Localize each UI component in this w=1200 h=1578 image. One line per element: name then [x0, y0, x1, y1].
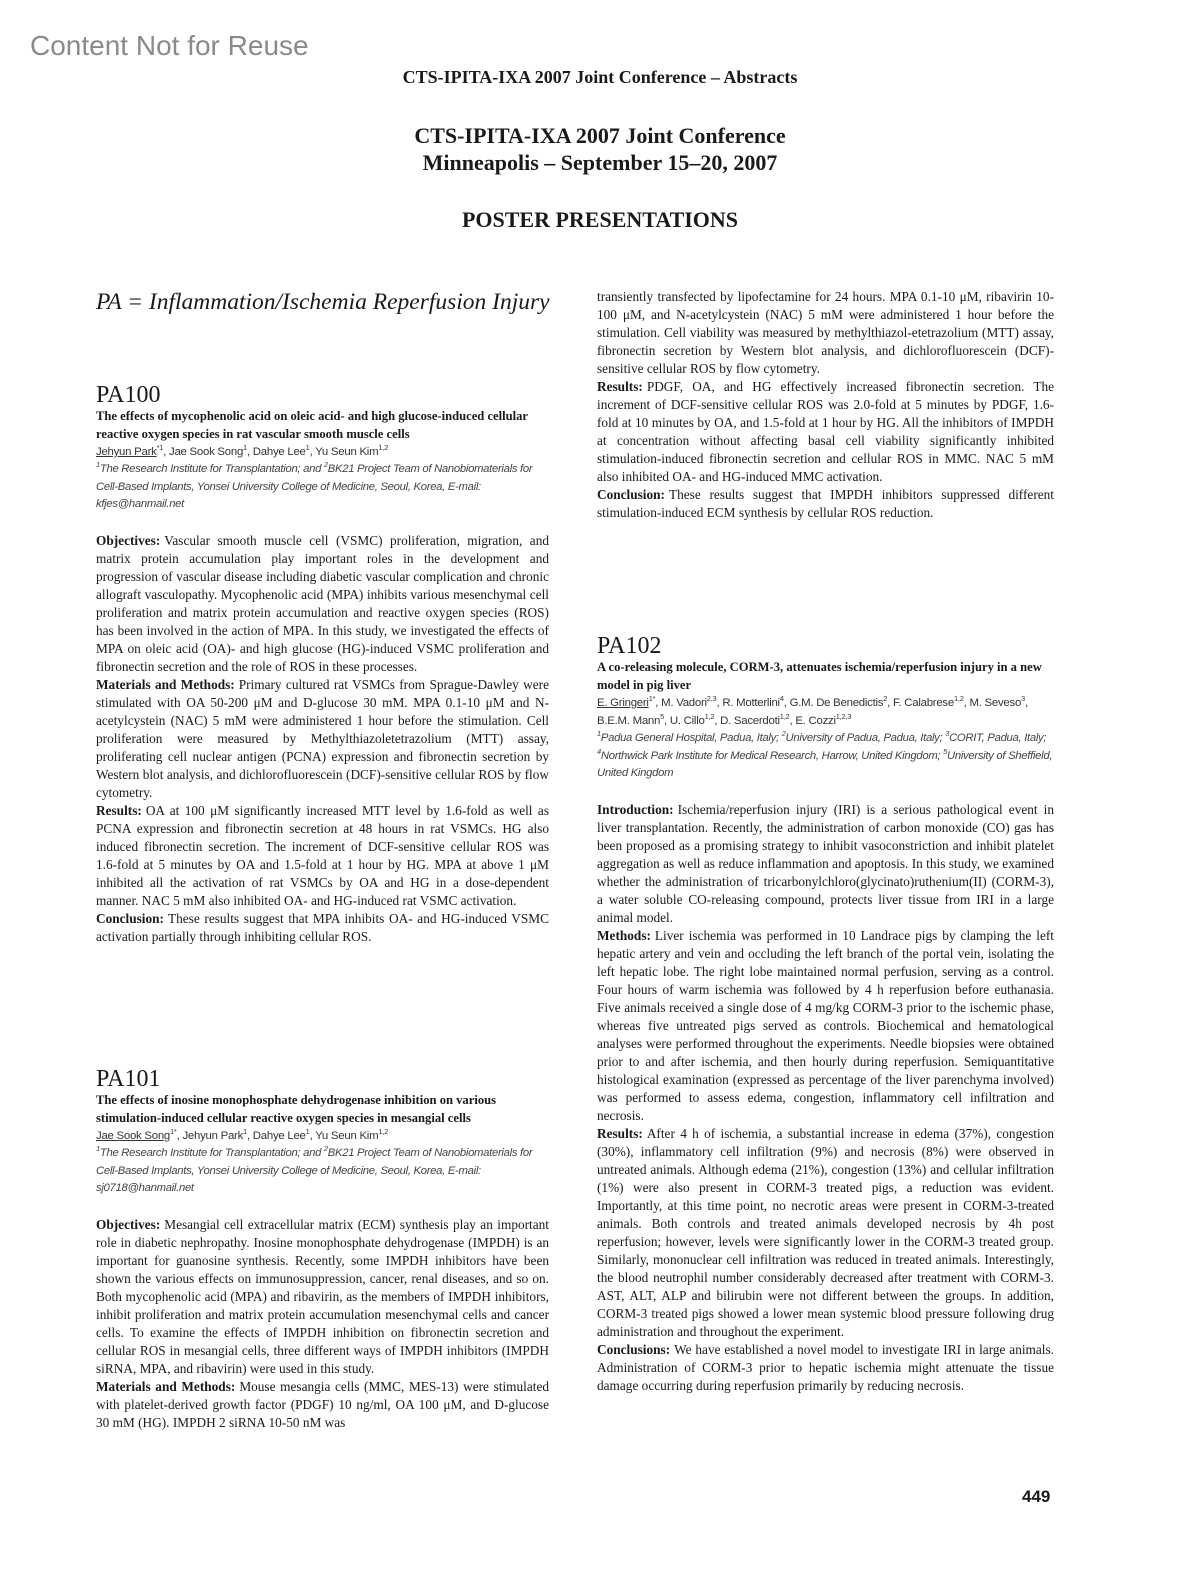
section-label: Methods: [597, 927, 651, 943]
abstract-paragraph [597, 801, 1054, 927]
author [252, 1127, 315, 1142]
author [252, 443, 315, 458]
author-affiliation-mark: 1,2 [378, 1127, 388, 1136]
author-affiliation-mark: 1* [170, 1127, 177, 1136]
section-label: Results: [597, 379, 643, 394]
section-heading: PA = Inflammation/Ischemia Reperfusion Injury [96, 289, 550, 315]
abstract-pa102 [597, 631, 1054, 1395]
affiliation-mark: 1 [96, 460, 100, 469]
author [722, 694, 789, 709]
author-name: M. Vadori [661, 697, 707, 709]
author-affiliation-mark: *1 [156, 443, 164, 452]
abstract-title: A co-releasing molecule, CORM-3, attenuates ischemia/reperfusion injury in a new model in pig liver [597, 660, 1042, 692]
author-affiliation-mark: 2 [883, 694, 888, 703]
author-name: U. Cillo [669, 715, 705, 727]
abstract-paragraph [96, 676, 549, 802]
section-text: We have established a novel model to investigate IRI in large animals. Administration of CORM-3 prior to hepatic ischemia might attenuate the tissue damage occurring during reperfusion primarily by reducing necrosis. [597, 1341, 1054, 1393]
running-head: CTS-IPITA-IXA 2007 Joint Conference – Abstracts [402, 67, 798, 87]
author [720, 712, 795, 727]
author-affiliation-mark: 1,2 [779, 712, 790, 721]
affiliation-text: CORIT, Padua, Italy; [949, 732, 1047, 744]
author-affiliation-mark: 1,2,3 [835, 712, 852, 721]
author-name: B.E.M. Mann [597, 715, 661, 727]
abstract-paragraph [597, 927, 1054, 1125]
poster-presentations-heading: POSTER PRESENTATIONS [461, 207, 739, 232]
abstract-id: PA101 [96, 1066, 161, 1092]
author-affiliation-mark: 4 [779, 694, 784, 703]
author-name: M. Seveso [969, 697, 1022, 709]
author-affiliation-mark: 1 [243, 1127, 247, 1136]
abstract-body [597, 288, 1054, 522]
affiliation-text: Padua General Hospital, Padua, Italy; [600, 732, 782, 744]
author-name: Dahye Lee [252, 446, 306, 458]
author-name: G.M. De Benedictis [789, 697, 884, 709]
abstract-pa101 [96, 1064, 549, 1432]
author-affiliation-mark: 1,2 [378, 443, 388, 452]
author-affiliation-mark: 5 [660, 712, 665, 721]
affiliations [96, 1145, 549, 1198]
author-affiliation-mark: 1 [305, 443, 310, 452]
author [969, 694, 1027, 709]
author-list [96, 443, 549, 461]
section-label: Materials and Methods: [96, 1378, 236, 1394]
section-text: PDGF, OA, and HG effectively increased fibronectin secretion. The increment of DCF-sensitive cellular ROS was 2.0-fold at 5 minutes by PDGF, 1.6-fold at 10 minutes by OA, and 1.5-fold at 1 hour by HG. All the inhibitors of IMPDH at concentration without affecting basal cell viability significantly inhibited stimulation-induced fibronectin secretion and cellular ROS in MMC. NAC 5 mM also inhibited OA- and HG-induced MMC activation. [597, 379, 1054, 484]
abstract-paragraph [96, 802, 549, 910]
affiliation-text: BK21 Project Team of Nanobiomaterials for Cell-Based Implants, Yonsei University College of Medicine, Seoul, Korea, E-mail: kfjes@hanmail.net [96, 463, 533, 510]
author-list [597, 694, 1054, 730]
affiliation-mark: 1 [597, 729, 601, 738]
author [315, 1127, 388, 1142]
author-name: Jehyun Park [96, 446, 157, 458]
author-name: Jehyun Park [182, 1130, 244, 1142]
section-label: Introduction: [597, 801, 674, 817]
abstract-id: PA100 [96, 382, 161, 408]
author [182, 1127, 252, 1142]
author-name: Yu Seun Kim [315, 446, 379, 458]
affiliation-text: The Research Institute for Transplantation; and [99, 463, 324, 475]
abstract-pa101-continued [597, 288, 1054, 522]
author-affiliation-mark: 2,3 [706, 694, 717, 703]
section-label: Materials and Methods: [96, 676, 235, 692]
affiliation-text: BK21 Project Team of Nanobiomaterials for Cell-Based Implants, Yonsei University College of Medicine, Seoul, Korea, E-mail: sj0718@hanmail.net [96, 1147, 533, 1194]
section-label: Objectives: [96, 532, 161, 548]
affiliation-text: University of Padua, Padua, Italy; [785, 732, 946, 744]
abstract-body [96, 532, 549, 946]
author [96, 443, 169, 458]
author [795, 712, 852, 727]
section-label: Conclusion: [96, 910, 164, 926]
section-label: Objectives: [96, 1216, 161, 1232]
section-label: Results: [597, 1125, 643, 1141]
conference-title-line2: Minneapolis – September 15–20, 2007 [422, 150, 778, 175]
affiliation-mark: 1 [96, 1144, 100, 1153]
author [893, 694, 969, 709]
author [661, 694, 722, 709]
affiliation-mark: 2 [781, 729, 786, 738]
author-name: F. Calabrese [893, 697, 954, 709]
author-affiliation-mark: 1,2 [953, 694, 964, 703]
section-text: Mesangial cell extracellular matrix (ECM) synthesis play an important role in diabetic nephropathy. Inosine monophosphate dehydrogenase (IMPDH) is an important for guanosine synthesis. Recently, some IMPDH inhibitors have been shown the various effects on immunosuppression, cancer, renal diseases, and so on. Both mycophenolic acid (MPA) and ribavirin, as the members of IMPDH inhibitors, inhibit proliferation and matrix protein accumulation mesenchymal cells and cancer cells. To examine the effects of IMPDH inhibition on fibronectin secretion and cellular ROS in mesangial cells, three different ways of IMPDH inhibitors (IMPDH siRNA, MPA, and ribavirin) were used in this study. [96, 1216, 549, 1376]
author [315, 443, 388, 458]
author-list [96, 1127, 549, 1145]
author [669, 712, 720, 727]
author-affiliation-mark: 3 [1021, 694, 1025, 703]
section-text: transiently transfected by lipofectamine for 24 hours. MPA 0.1-10 μM, ribavirin 10-100 μM, and N-acetylcystein (NAC) 5 mM were administered 1 hour before the stimulation. Cell viability was measured by methylthiazol-etetrazolium (MTT) assay, fibronectin secretion by Western blot analysis, and dichlorofluorescein (DCF)-sensitive cellular ROS by flow cytometry. [597, 289, 1054, 376]
affiliation-mark: 5 [943, 746, 947, 756]
affiliation-mark: 4 [597, 746, 601, 756]
abstract-paragraph [597, 1341, 1054, 1395]
section-text: Mouse mesangia cells (MMC, MES-13) were stimulated with platelet-derived growth factor (PDGF) 10 ng/ml, OA 100 μM, and D-glucose 30 mM (HG). IMPDH 2 siRNA 10-50 nM was [96, 1378, 549, 1430]
abstract-paragraph [597, 378, 1054, 486]
affiliation-text: University of Sheffield, United Kingdom [597, 749, 1053, 779]
author-name: Yu Seun Kim [315, 1130, 379, 1142]
author-name: Dahye Lee [252, 1130, 306, 1142]
affiliations [597, 730, 1054, 783]
affiliations [96, 461, 549, 514]
section-label: Results: [96, 802, 142, 818]
section-text: These results suggest that MPA inhibits OA- and HG-induced VSMC activation partially through inhibiting cellular ROS. [96, 910, 549, 944]
abstract-paragraph [597, 288, 1054, 378]
author-name: R. Motterlini [722, 697, 780, 709]
author-affiliation-mark: 1 [243, 443, 247, 452]
section-label: Conclusion: [597, 487, 665, 502]
author-affiliation-mark: 1 [305, 1127, 310, 1136]
section-label: Conclusions: [597, 1341, 671, 1357]
section-text: Vascular smooth muscle cell (VSMC) proliferation, migration, and matrix protein accumulation play important roles in the development and progression of vascular disease including diabetic vascular complication and chronic allograft vasculopathy. Mycophenolic acid (MPA) inhibits various mesenchymal cell proliferation and matrix protein accumulation and reactive oxygen species (ROS) has been involved in the action of MPA. In this study, we investigated the effects of MPA on oleic acid (OA)- and high glucose (HG)-induced VSMC proliferation and fibronectin secretion and the role of ROS in these processes. [96, 532, 549, 674]
watermark: Content Not for Reuse [30, 30, 309, 61]
author-name: Jae Sook Song [96, 1130, 171, 1142]
affiliation-text: The Research Institute for Transplantation; and [99, 1147, 324, 1159]
section-text: OA at 100 μM significantly increased MTT level by 1.6-fold as well as PCNA expression and fibronectin secretion at 48 hours in rat VSMCs. HG also induced fibronectin secretion. The increment of DCF-sensitive cellular ROS was 1.6-fold at 5 minutes by OA and 1.5-fold at 1 hour by HG. MPA at above 1 μM inhibited all the activation of rat VSMCs by OA and HG in a dose-dependent manner. NAC 5 mM also inhibited OA- and HG-induced rat VSMC activation. [96, 802, 549, 908]
conference-title [0, 122, 1200, 176]
abstract-body [597, 801, 1054, 1395]
abstract-paragraph [96, 910, 549, 946]
abstract-title: The effects of mycophenolic acid on oleic acid- and high glucose-induced cellular reactive oxygen species in rat vascular smooth muscle cells [96, 409, 528, 441]
abstract-paragraph [597, 486, 1054, 522]
author [597, 694, 661, 709]
affiliation-mark: 2 [323, 1144, 328, 1153]
affiliation-mark: 3 [945, 729, 950, 738]
abstract-body [96, 1216, 549, 1432]
affiliation-mark: 2 [323, 460, 328, 469]
section-text: Ischemia/reperfusion injury (IRI) is a serious pathological event in liver transplantation. Recently, the administration of carbon monoxide (CO) gas has been proposed as a promising strategy to inhibit vasoconstriction and inhibit platelet aggregation as well as reduce inflammation and apoptosis. In this study, we examined whether the administration of tricarbonylchloro(glycinato)ruthenium(II) (CORM-3), a water soluble CO-releasing compound, protects liver tissue from IRI in a large animal model. [597, 801, 1054, 925]
section-text: Liver ischemia was performed in 10 Landrace pigs by clamping the left hepatic artery and vein and occluding the left branch of the portal vein, isolating the left hepatic lobe. The right lobe maintained normal perfusion, serving as a control. Four hours of warm ischemia was followed by 4 h reperfusion before euthanasia. Five animals received a single dose of 4 mg/kg CORM-3 prior to the ischemic phase, whereas five untreated pigs served as controls. Biochemical and hematological analyses were performed throughout the experiments. Needle biopsies were obtained prior to and after ischemia, and then hourly during reperfusion. Semiquantitative histological examination (expressed as percentage of the liver parenchyma involved) was performed to assess edema, congestion, inflammatory cell infiltration and necrosis. [597, 927, 1054, 1123]
section-text: After 4 h of ischemia, a substantial increase in edema (37%), congestion (30%), inflammatory cell infiltration (9%) and necrosis (8%) were observed in untreated animals. Although edema (21%), congestion (13%) and cellular infiltration (1%) were also present in CORM-3 treated pigs, a reduction was evident. Importantly, at this time point, no necrotic areas were present in CORM-3-treated animals. Both controls and treated animals developed necrosis by 4h post reperfusion; however, levels were significantly lower in the CORM-3 treated group. Similarly, mononuclear cell infiltration was reduced in treated animals. Interestingly, the blood neutrophil number considerably decreased after treatment with CORM-3. AST, ALT, ALP and bilirubin were not different between the groups. In addition, CORM-3 treated pigs showed a lower mean systemic blood pressure following drug administration and throughout the experiment. [597, 1125, 1054, 1339]
author [597, 712, 670, 727]
abstract-paragraph [96, 532, 549, 676]
author-name: E. Cozzi [795, 715, 836, 727]
page-number: 449 [1022, 1487, 1051, 1506]
abstract-paragraph [96, 1378, 549, 1432]
section-text: Primary cultured rat VSMCs from Sprague-Dawley were stimulated with OA 50-200 μM and D-glucose 30 mM. MPA 0.1-10 μM and N-acetylcystein (NAC) 5 mM were administered 1 hour before the stimulation. Cell proliferation were measured by Methylthiazoletetrazolium (MTT) assay, proliferating cell nuclear antigen (PCNA) expression and fibronectin secretion by Western blot analysis, and dichlorofluorescein (DCF)-sensitive cellular ROS by flow cytometry. [96, 676, 549, 800]
abstract-id: PA102 [597, 633, 662, 659]
abstract-title: The effects of inosine monophosphate dehydrogenase inhibition on various stimulation-induced cellular reactive oxygen species in mesangial cells [96, 1093, 497, 1125]
conference-title-line1: CTS-IPITA-IXA 2007 Joint Conference [414, 123, 786, 148]
abstract-pa100 [96, 380, 549, 946]
author [169, 443, 253, 458]
author-name: D. Sacerdoti [720, 715, 780, 727]
author-name: Jae Sook Song [169, 446, 244, 458]
affiliation-text: Northwick Park Institute for Medical Research, Harrow, United Kingdom; [600, 749, 944, 762]
abstract-paragraph [597, 1125, 1054, 1341]
author-name: E. Gringeri [597, 697, 649, 709]
author [96, 1127, 182, 1142]
author [789, 694, 893, 709]
section-text: These results suggest that IMPDH inhibitors suppressed different stimulation-induced ECM synthesis by cellular ROS reduction. [597, 487, 1054, 520]
author-affiliation-mark: 1* [648, 694, 656, 703]
author-affiliation-mark: 1,2 [704, 712, 715, 721]
abstract-paragraph [96, 1216, 549, 1378]
